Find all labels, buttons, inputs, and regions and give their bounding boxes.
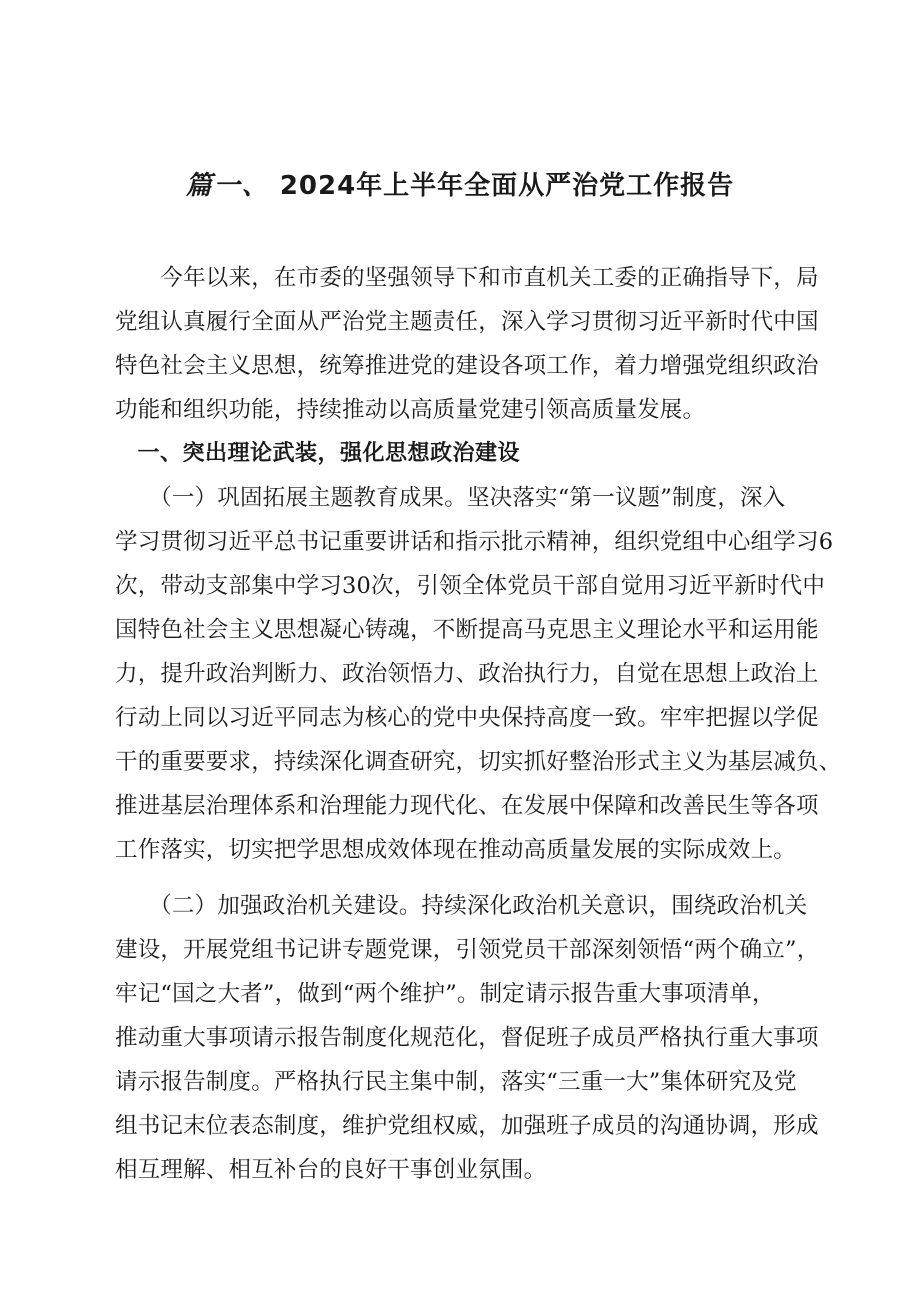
- paragraph-line: 请示报告制度。严格执行民主集中制，落实“三重一大”集体研究及党: [115, 1069, 797, 1095]
- paragraph-line: 力，提升政治判断力、政治领悟力、政治执行力，自觉在思想上政治上: [115, 661, 819, 687]
- paragraph-line: 工作落实，切实把学思想成效体现在推动高质量发展的实际成效上。: [115, 837, 797, 863]
- paragraph-line: 推进基层治理体系和治理能力现代化、在发展中保障和改善民生等各项: [115, 793, 819, 819]
- paragraph-line: 相互理解、相互补台的良好干事创业氛围。: [115, 1157, 547, 1183]
- paragraph-line: 学习贯彻习近平总书记重要讲话和指示批示精神，组织党组中心组学习6: [115, 529, 834, 555]
- paragraph-line: 次，带动支部集中学习30次，引领全体党员干部自觉用习近平新时代中: [115, 573, 826, 599]
- section-heading: 一、突出理论武装，强化思想政治建设: [115, 441, 521, 466]
- title-prefix: 篇一、: [185, 171, 270, 201]
- paragraph-line: 行动上同以习近平同志为核心的党中央保持高度一致。牢牢把握以学促: [115, 705, 819, 731]
- paragraph-line: 组书记末位表态制度，维护党组权威，加强班子成员的沟通协调，形成: [115, 1113, 819, 1139]
- paragraph-line: 功能和组织功能，持续推动以高质量党建引领高质量发展。: [115, 397, 706, 423]
- paragraph-line: 国特色社会主义思想凝心铸魂，不断提高马克思主义理论水平和运用能: [115, 617, 819, 643]
- paragraph-line: 党组认真履行全面从严治党主题责任，深入学习贯彻习近平新时代中国: [115, 309, 819, 335]
- paragraph-line: 今年以来，在市委的坚强领导下和市直机关工委的正确指导下，局: [115, 265, 819, 291]
- title-main: 2024年上半年全面从严治党工作报告: [279, 171, 735, 201]
- paragraph-line: 建设，开展党组书记讲专题党课，引领党员干部深刻领悟“两个确立”，: [115, 937, 820, 963]
- document-body: [115, 256, 842, 1192]
- paragraph-line: 干的重要要求，持续深化调查研究，切实抓好整治形式主义为基层减负、: [115, 749, 842, 775]
- paragraph-line: 特色社会主义思想，统筹推进党的建设各项工作，着力增强党组织政治: [115, 353, 819, 379]
- paragraph-line: 牢记“国之大者”，做到“两个维护”。制定请示报告重大事项清单，: [115, 981, 775, 1007]
- paragraph-line: （二）加强政治机关建设。持续深化政治机关意识，围绕政治机关: [115, 893, 808, 919]
- paragraph-line: 推动重大事项请示报告制度化规范化，督促班子成员严格执行重大事项: [115, 1025, 819, 1051]
- document-title: [0, 166, 920, 206]
- paragraph-line: （一）巩固拓展主题教育成果。坚决落实“第一议题”制度，深入: [115, 485, 786, 511]
